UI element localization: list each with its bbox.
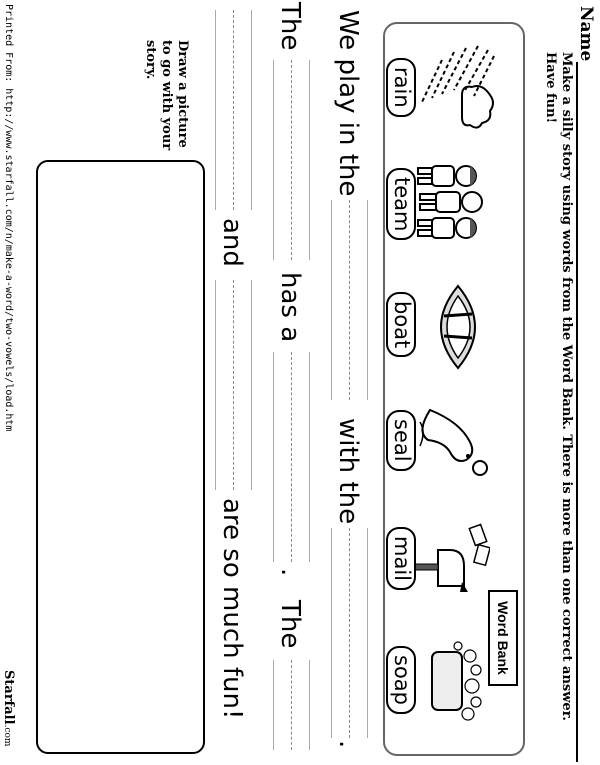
blank-3[interactable]	[291, 60, 292, 260]
team-kids-icon	[408, 158, 488, 248]
starfall-logo	[1, 670, 16, 746]
story-line3-part2: are so much fun!	[217, 498, 247, 720]
blank-2-baseline	[331, 528, 332, 738]
blank-5[interactable]	[291, 660, 292, 750]
blank-7[interactable]	[233, 280, 234, 490]
story-line2-part2: has a	[275, 272, 305, 343]
story-line2-part1: The	[275, 2, 305, 51]
blank-7-topline	[251, 280, 252, 490]
rowboat-icon	[418, 282, 488, 372]
blank-5-topline	[309, 660, 310, 750]
instructions: Make a silly story using words from the Word Bank. There is more than one correct answer. Have fun!	[543, 52, 574, 721]
blank-1[interactable]	[349, 200, 350, 400]
draw-prompt: Draw a picture to go with your story.	[143, 40, 190, 151]
story-line1-part1: We play in the	[333, 10, 363, 197]
blank-5-baseline	[273, 660, 274, 750]
blank-6-topline	[251, 10, 252, 210]
word-boat: boat	[386, 292, 416, 357]
brand-name: Starfall	[1, 670, 16, 725]
blank-4-topline	[309, 352, 310, 562]
story-line2-period: .	[275, 568, 305, 577]
soap-bar-icon	[416, 634, 486, 724]
brand-suffix: .com	[2, 724, 12, 747]
word-bank-title: Word Bank	[488, 590, 518, 686]
blank-1-baseline	[331, 200, 332, 400]
blank-7-baseline	[215, 280, 216, 490]
seal-ball-icon	[410, 402, 490, 482]
blank-3-baseline	[273, 60, 274, 260]
blank-4[interactable]	[291, 352, 292, 562]
story-line2-part3: The	[275, 600, 305, 649]
word-seal: seal	[386, 410, 416, 471]
mailbox-letters-icon	[410, 520, 490, 600]
blank-6-baseline	[215, 10, 216, 210]
name-label: Name	[576, 6, 596, 62]
word-soap: soap	[386, 646, 416, 714]
word-rain: rain	[386, 58, 416, 117]
blank-6[interactable]	[233, 10, 234, 210]
blank-2[interactable]	[349, 528, 350, 738]
blank-2-topline	[367, 528, 368, 738]
story-line1-part2: with the	[333, 418, 363, 525]
blank-4-baseline	[273, 352, 274, 562]
blank-1-topline	[367, 200, 368, 400]
name-line	[576, 62, 578, 762]
blank-3-topline	[309, 60, 310, 260]
story-line3-part1: and	[217, 218, 247, 267]
word-mail: mail	[386, 527, 416, 590]
story-line1-period: .	[333, 740, 363, 749]
printed-from-url: Printed From: http://www.starfall.com/n/make-a-word/two-vowels/load.htm	[3, 4, 14, 432]
rain-cloud-icon	[418, 40, 498, 135]
word-team: team	[386, 168, 416, 240]
drawing-box[interactable]	[36, 160, 205, 754]
